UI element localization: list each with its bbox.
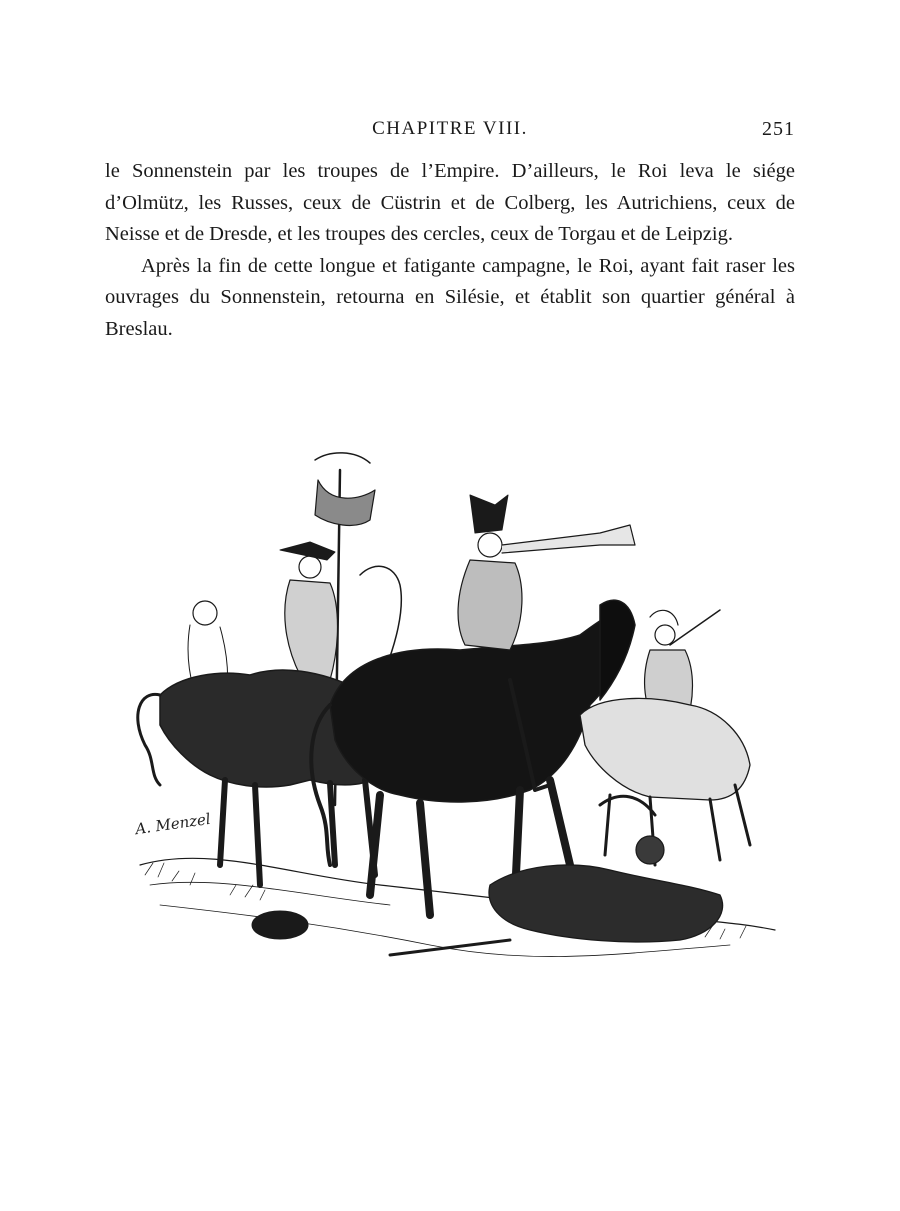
paragraph: Après la fin de cette longue et fatigante campagne, le Roi, ayant fait raser les ouvrages du Sonnenstein, retourna en Silésie, et établit son quartier général à Breslau.: [105, 254, 795, 340]
body-text: [105, 156, 795, 345]
running-head: [105, 118, 795, 144]
flag: [315, 480, 375, 525]
engraving-illustration: [130, 445, 780, 985]
artist-signature: A. Menzel: [134, 809, 212, 839]
page-number: 251: [762, 118, 795, 140]
chapter-title: CHAPITRE VIII.: [372, 118, 528, 139]
cavalry-scene-drawing: [130, 445, 780, 985]
paragraph-continuation: le Sonnenstein par les troupes de l’Empire. D’ailleurs, le Roi leva le siége d’Olmütz, les Russes, ceux de Cüstrin et de Colberg, les Autrichiens, ceux de Neisse et de Dresde, et les troupes des cercles, ceux de Torgau et de Leipzig.: [105, 160, 795, 245]
